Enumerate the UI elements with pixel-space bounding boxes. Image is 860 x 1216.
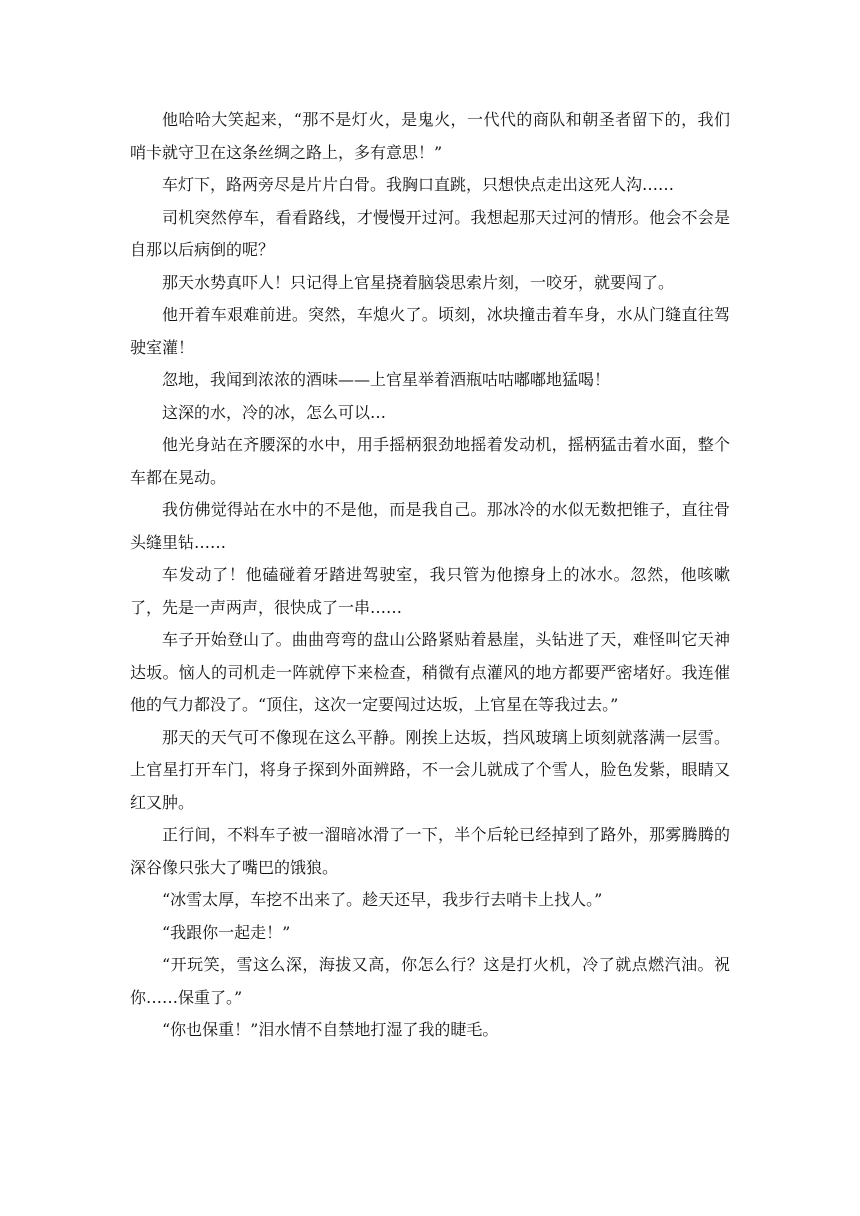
paragraph: “我跟你一起走！” — [162, 922, 291, 942]
paragraph: 这深的水，冷的冰，怎么可以… — [162, 402, 387, 422]
paragraph: 他开着车艰难前进。突然，车熄火了。顷刻，冰块撞击着车身，水从门缝直往驾驶室灌！ — [130, 305, 730, 357]
paragraph: “冰雪太厚，车挖不出来了。趁天还早，我步行去哨卡上找人。” — [162, 890, 603, 909]
paragraph: 司机突然停车，看看路线，才慢慢开过河。我想起那天过河的情形。他会不会是自那以后病倒的呢？ — [130, 207, 730, 259]
paragraph: “你也保重！”泪水情不自禁地打湿了我的睫毛。 — [162, 1020, 499, 1039]
paragraph: 车灯下，路两旁尽是片片白骨。我胸口直跳，只想快点走出这死人沟…… — [162, 175, 675, 194]
paragraph: 那天水势真吓人！只记得上官星挠着脑袋思索片刻，一咬牙，就要闯了。 — [162, 272, 675, 292]
paragraph: 那天的天气可不像现在这么平静。刚挨上达坂，挡风玻璃上顷刻就落满一层雪。上官星打开车门，将身子探到外面辨路，不一会儿就成了个雪人，脸色发紫，眼睛又红又肿。 — [130, 727, 730, 812]
paragraph: 正行间，不料车子被一溜暗冰滑了一下，半个后轮已经掉到了路外，那雾腾腾的深谷像只张大了嘴巴的饿狼。 — [130, 825, 730, 877]
paragraph: 他哈哈大笑起来，“那不是灯火，是鬼火，一代代的商队和朝圣者留下的，我们哨卡就守卫在这条丝绸之路上，多有意思！” — [130, 110, 730, 162]
paragraph: 车发动了！他磕碰着牙踏进驾驶室，我只管为他擦身上的冰水。忽然，他咳嗽了，先是一声两声，很快成了一串…… — [130, 565, 730, 617]
paragraph: 忽地，我闻到浓浓的酒味——上官星举着酒瓶咕咕嘟嘟地猛喝！ — [162, 370, 611, 389]
document-page — [130, 104, 730, 1047]
paragraph: “开玩笑，雪这么深，海拔又高，你怎么行？这是打火机，冷了就点燃汽油。祝你……保重了。” — [130, 955, 730, 1007]
paragraph: 他光身站在齐腰深的水中，用手摇柄狠劲地摇着发动机，摇柄猛击着水面，整个车都在晃动。 — [130, 435, 730, 487]
paragraph: 我仿佛觉得站在水中的不是他，而是我自己。那冰冷的水似无数把锥子，直往骨头缝里钻…… — [130, 500, 730, 552]
paragraph: 车子开始登山了。曲曲弯弯的盘山公路紧贴着悬崖，头钻进了天，难怪叫它天神达坂。恼人的司机走一阵就停下来检查，稍微有点灌风的地方都要严密堵好。我连催他的气力都没了。“顶住，这次一定要闯过达坂，上官星在等我过去。” — [130, 630, 730, 714]
